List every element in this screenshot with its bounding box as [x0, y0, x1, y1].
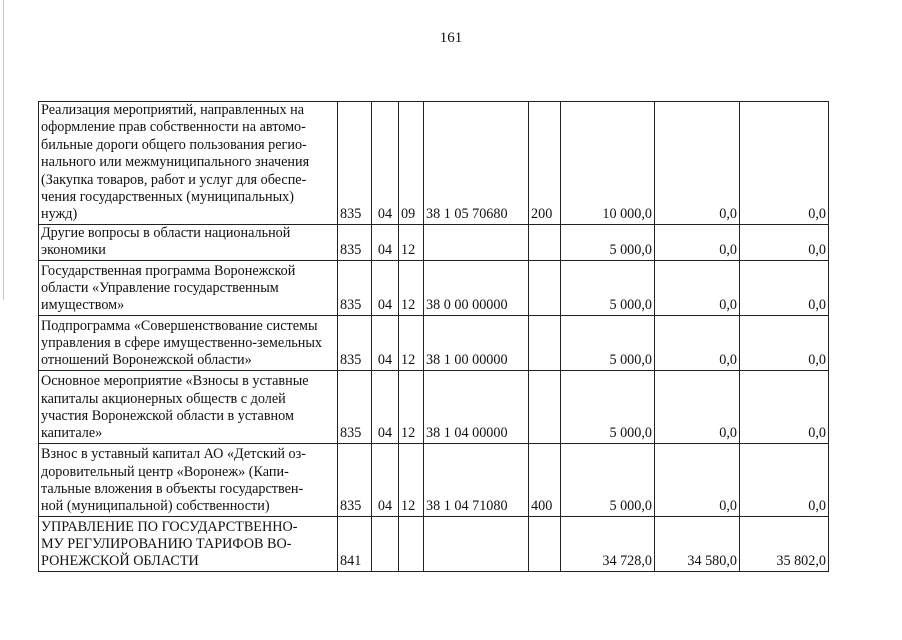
cell-section: 04 — [372, 443, 399, 516]
cell-amount-year-3: 0,0 — [740, 102, 829, 225]
item-name-line: бильные дороги общего пользования регио- — [41, 136, 307, 153]
item-name-line: имуществом» — [41, 297, 125, 314]
cell-section: 04 — [372, 260, 399, 315]
cell-amount-year-2: 0,0 — [655, 260, 740, 315]
cell-subsection — [399, 516, 424, 571]
cell-item-name — [39, 315, 338, 370]
cell-amount-year-2: 34 580,0 — [655, 516, 740, 571]
cell-item-name — [39, 102, 338, 225]
cell-target-article — [424, 224, 529, 260]
item-name-line: УПРАВЛЕНИЕ ПО ГОСУДАРСТВЕННО- — [41, 518, 298, 535]
cell-amount-year-2: 0,0 — [655, 315, 740, 370]
cell-grbs: 835 — [338, 443, 372, 516]
cell-amount-year-2: 0,0 — [655, 443, 740, 516]
table-row — [39, 260, 829, 315]
cell-expense-type: 400 — [529, 443, 561, 516]
cell-subsection: 12 — [399, 224, 424, 260]
page-number: 161 — [439, 30, 463, 46]
item-name-line: Другие вопросы в области национальной — [41, 225, 291, 242]
cell-amount-year-3: 0,0 — [740, 224, 829, 260]
cell-grbs: 835 — [338, 102, 372, 225]
cell-amount-year-3: 35 802,0 — [740, 516, 829, 571]
cell-section: 04 — [372, 224, 399, 260]
budget-table — [38, 101, 829, 572]
cell-amount-year-1: 34 728,0 — [561, 516, 655, 571]
cell-subsection: 12 — [399, 370, 424, 443]
cell-item-name — [39, 370, 338, 443]
cell-grbs: 841 — [338, 516, 372, 571]
cell-item-name — [39, 224, 338, 260]
cell-target-article: 38 1 05 70680 — [424, 102, 529, 225]
cell-amount-year-1: 5 000,0 — [561, 224, 655, 260]
cell-expense-type — [529, 516, 561, 571]
item-name-line: МУ РЕГУЛИРОВАНИЮ ТАРИФОВ ВО- — [41, 536, 292, 553]
item-name-line: управления в сфере имущественно-земельных — [41, 335, 322, 352]
item-name-line: отношений Воронежской области» — [41, 352, 252, 369]
cell-amount-year-2: 0,0 — [655, 224, 740, 260]
cell-expense-type: 200 — [529, 102, 561, 225]
cell-section — [372, 516, 399, 571]
item-name-line: оформление прав собственности на автомо- — [41, 119, 306, 136]
item-name-line: Государственная программа Воронежской — [41, 262, 296, 279]
item-name-line: Взнос в уставный капитал АО «Детский оз- — [41, 446, 306, 463]
item-name-line: чения государственных (муниципальных) — [41, 189, 294, 206]
cell-amount-year-1: 5 000,0 — [561, 315, 655, 370]
cell-subsection: 12 — [399, 260, 424, 315]
cell-subsection: 09 — [399, 102, 424, 225]
cell-item-name — [39, 516, 338, 571]
table-row — [39, 370, 829, 443]
cell-target-article: 38 1 00 00000 — [424, 315, 529, 370]
table-row — [39, 224, 829, 260]
item-name-line: нужд) — [41, 206, 78, 223]
cell-subsection: 12 — [399, 443, 424, 516]
item-name-line: (Закупка товаров, работ и услуг для обеспе- — [41, 171, 307, 188]
table-row — [39, 443, 829, 516]
cell-amount-year-3: 0,0 — [740, 370, 829, 443]
item-name-line: капитале» — [41, 425, 103, 442]
item-name-line: РОНЕЖСКОЙ ОБЛАСТИ — [41, 553, 199, 570]
item-name-line: участия Воронежской области в уставном — [41, 408, 294, 425]
cell-target-article: 38 1 04 71080 — [424, 443, 529, 516]
cell-amount-year-3: 0,0 — [740, 260, 829, 315]
cell-grbs: 835 — [338, 315, 372, 370]
cell-grbs: 835 — [338, 370, 372, 443]
item-name-line: Основное мероприятие «Взносы в уставные — [41, 373, 309, 390]
cell-amount-year-1: 5 000,0 — [561, 260, 655, 315]
cell-expense-type — [529, 224, 561, 260]
item-name-line: Реализация мероприятий, направленных на — [41, 102, 304, 118]
item-name-line: доровительный центр «Воронеж» (Капи- — [41, 463, 289, 480]
cell-expense-type — [529, 315, 561, 370]
item-name-line: экономики — [41, 242, 106, 259]
cell-target-article: 38 0 00 00000 — [424, 260, 529, 315]
item-name-line: Подпрограмма «Совершенствование системы — [41, 317, 318, 334]
cell-amount-year-1: 10 000,0 — [561, 102, 655, 225]
item-name-line: области «Управление государственным — [41, 280, 279, 297]
item-name-line: нального или межмуниципального значения — [41, 154, 310, 171]
table-row — [39, 516, 829, 571]
cell-expense-type — [529, 370, 561, 443]
budget-table-body — [39, 102, 829, 572]
cell-item-name — [39, 260, 338, 315]
table-row — [39, 315, 829, 370]
cell-section: 04 — [372, 102, 399, 225]
cell-section: 04 — [372, 315, 399, 370]
cell-amount-year-2: 0,0 — [655, 102, 740, 225]
item-name-line: тальные вложения в объекты государствен- — [41, 481, 304, 498]
cell-amount-year-2: 0,0 — [655, 370, 740, 443]
cell-item-name — [39, 443, 338, 516]
cell-amount-year-3: 0,0 — [740, 443, 829, 516]
item-name-line: капиталы акционерных обществ с долей — [41, 390, 286, 407]
cell-amount-year-3: 0,0 — [740, 315, 829, 370]
table-row — [39, 102, 829, 225]
cell-expense-type — [529, 260, 561, 315]
cell-grbs: 835 — [338, 224, 372, 260]
cell-section: 04 — [372, 370, 399, 443]
cell-subsection: 12 — [399, 315, 424, 370]
item-name-line: ной (муниципальной) собственности) — [41, 498, 270, 515]
cell-grbs: 835 — [338, 260, 372, 315]
cell-amount-year-1: 5 000,0 — [561, 370, 655, 443]
cell-amount-year-1: 5 000,0 — [561, 443, 655, 516]
cell-target-article — [424, 516, 529, 571]
cell-target-article: 38 1 04 00000 — [424, 370, 529, 443]
